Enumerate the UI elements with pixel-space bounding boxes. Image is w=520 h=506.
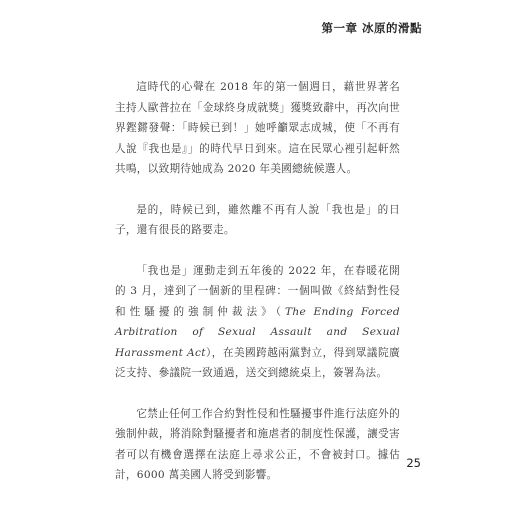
paragraph-2: 是的，時候已到，雖然離不再有人說「我也是」的日子，還有很長的路要走。 [115, 203, 400, 236]
paragraph-3 [115, 261, 400, 384]
paragraph-3-chinese-after: ），在美國跨越兩黨對立，得到眾議院廣泛支持、參議院一致通過，送交到總統桌上，簽署為法。 [115, 346, 400, 379]
paragraph-1: 這時代的心聲在 2018 年的第一個週日，藉世界著名主持人歐普拉在「金球終身成就獎」獲獎致辭中，再次向世界鏗鏘發聲：「時候已到！」她呼籲眾志成城，使「不再有人說『我也是』」的時代早日到來。這在民眾心裡引起軒然共鳴，以致期待她成為 2020 年美國總統候選人。 [115, 81, 400, 175]
body-text [115, 77, 400, 506]
paragraph-3-chinese-before: 「我也是」運動走到五年後的 2022 年，在春暖花開的 3 月，達到了一個新的里程碑：一個叫做《終結對性侵和性騷擾的強制仲裁法》（ [115, 264, 400, 318]
page-number: 25 [406, 456, 421, 470]
paragraph-3-english-title: The Ending Forced Arbitration of Sexual Assault and Sexual Harassment Act [115, 305, 400, 359]
running-head: 第一章 冰原的滑點 [321, 21, 422, 35]
paragraph-4: 它禁止任何工作合約對性侵和性騷擾事件進行法庭外的強制仲裁，將消除對騷擾者和施虐者的制度性保護，讓受害者可以有機會選擇在法庭上尋求公正，不會被封口。據估計，6000 萬美國人將受到影響。 [115, 407, 400, 481]
